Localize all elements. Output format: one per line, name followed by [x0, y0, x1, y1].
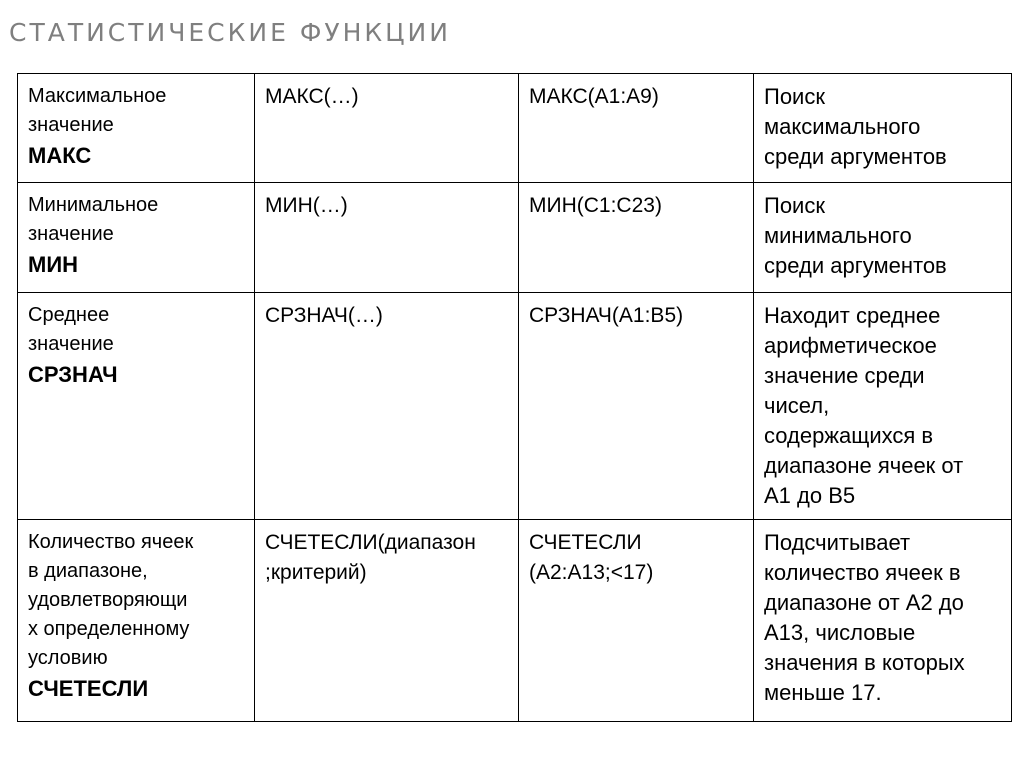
functions-table — [17, 73, 1012, 722]
table-row — [18, 74, 1012, 183]
function-example: МАКС(А1:А9) — [529, 85, 659, 108]
example-cell — [519, 293, 754, 520]
function-syntax: СЧЕТЕСЛИ(диапазон ;критерий) — [265, 531, 476, 584]
description-cell — [18, 183, 255, 293]
purpose-cell — [754, 520, 1012, 722]
syntax-cell — [255, 520, 519, 722]
function-name: СРЗНАЧ — [28, 362, 118, 387]
syntax-cell — [255, 293, 519, 520]
table-row — [18, 293, 1012, 520]
example-cell — [519, 183, 754, 293]
function-example: МИН(С1:С23) — [529, 194, 662, 217]
slide-title: СТАТИСТИЧЕСКИЕ ФУНКЦИИ — [9, 18, 451, 47]
syntax-cell — [255, 183, 519, 293]
example-cell — [519, 74, 754, 183]
function-name: СЧЕТЕСЛИ — [28, 676, 149, 701]
purpose-cell — [754, 74, 1012, 183]
syntax-cell — [255, 74, 519, 183]
function-example: СРЗНАЧ(А1:В5) — [529, 304, 684, 327]
function-description: Количество ячеек в диапазоне, удовлетворяющи х определенному условию — [28, 531, 194, 669]
function-purpose: Поиск минимального среди аргументов — [764, 193, 947, 278]
function-example: СЧЕТЕСЛИ (А2:А13;<17) — [529, 531, 654, 584]
function-syntax: СРЗНАЧ(…) — [265, 304, 383, 327]
purpose-cell — [754, 183, 1012, 293]
function-purpose: Находит среднее арифметическое значение среди чисел, содержащихся в диапазоне ячеек от А1 до В5 — [764, 303, 964, 508]
function-description: Среднее значение — [28, 304, 114, 355]
purpose-cell — [754, 293, 1012, 520]
table-row — [18, 183, 1012, 293]
function-purpose: Поиск максимального среди аргументов — [764, 84, 947, 169]
description-cell — [18, 520, 255, 722]
function-name: МАКС — [28, 143, 92, 168]
function-description: Минимальное значение — [28, 194, 159, 245]
function-name: МИН — [28, 252, 79, 277]
function-syntax: МИН(…) — [265, 194, 348, 217]
function-syntax: МАКС(…) — [265, 85, 359, 108]
example-cell — [519, 520, 754, 722]
table-row — [18, 520, 1012, 722]
function-purpose: Подсчитывает количество ячеек в диапазоне от А2 до А13, числовые значения в которых меньше 17. — [764, 530, 965, 705]
function-description: Максимальное значение — [28, 85, 167, 136]
description-cell — [18, 74, 255, 183]
description-cell — [18, 293, 255, 520]
